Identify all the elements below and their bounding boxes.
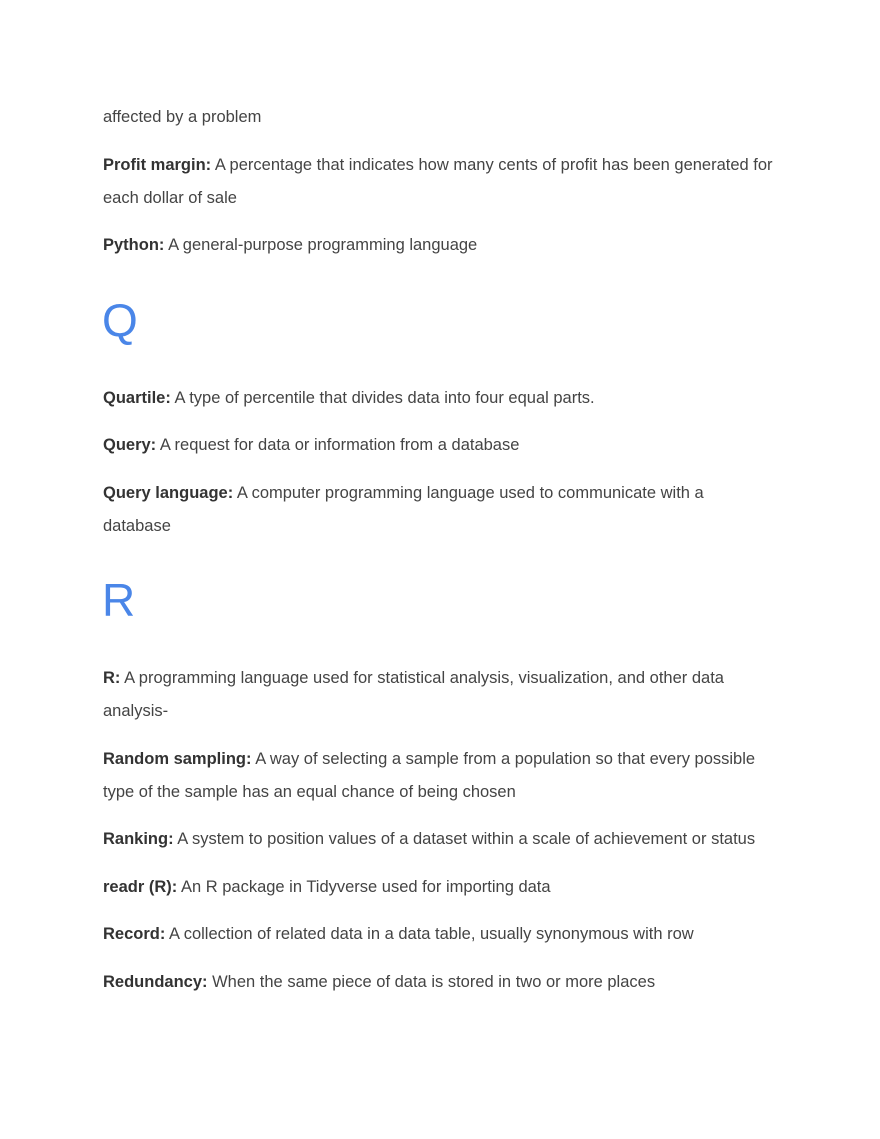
entry-definition: A percentage that indicates how many cents of profit has been generated for each dollar of sale (103, 156, 773, 207)
entry-definition: A request for data or information from a database (159, 436, 520, 454)
entry-definition: affected by a problem (103, 108, 262, 126)
entry-term: Ranking: (103, 830, 174, 848)
glossary-entry-continuation (103, 101, 773, 134)
entry-definition: A way of selecting a sample from a population so that every possible type of the sample has an equal chance of being chosen (103, 750, 756, 801)
entry-term: Python: (103, 236, 165, 254)
glossary-entry (103, 477, 773, 543)
entry-definition: A system to position values of a dataset within a scale of achievement or status (177, 830, 756, 848)
entry-term: R: (103, 669, 121, 687)
glossary-entry (103, 662, 773, 728)
entry-term: Query language: (103, 484, 234, 502)
entry-term: readr (R): (103, 878, 178, 896)
entry-definition: When the same piece of data is stored in two or more places (212, 973, 656, 991)
section-letter-q: Q (102, 294, 138, 346)
glossary-entry (103, 966, 773, 999)
entry-definition: A programming language used for statistical analysis, visualization, and other data analysis- (103, 669, 724, 720)
glossary-entry (103, 382, 773, 415)
entry-term: Query: (103, 436, 157, 454)
glossary-entry (103, 743, 773, 809)
entry-definition: An R package in Tidyverse used for importing data (180, 878, 551, 896)
glossary-entry (103, 229, 773, 262)
entry-definition: A type of percentile that divides data into four equal parts. (174, 389, 595, 407)
entry-term: Record: (103, 925, 166, 943)
glossary-entry (103, 429, 773, 462)
section-letter-r: R (102, 574, 136, 626)
glossary-entry (103, 149, 773, 215)
glossary-entry (103, 823, 803, 856)
entry-definition: A computer programming language used to communicate with a database (103, 484, 704, 535)
entry-definition: A general-purpose programming language (168, 236, 478, 254)
entry-term: Profit margin: (103, 156, 212, 174)
glossary-entry (103, 871, 773, 904)
entry-term: Quartile: (103, 389, 171, 407)
entry-term: Random sampling: (103, 750, 252, 768)
entry-term: Redundancy: (103, 973, 208, 991)
glossary-entry (103, 918, 773, 951)
entry-definition: A collection of related data in a data table, usually synonymous with row (169, 925, 694, 943)
